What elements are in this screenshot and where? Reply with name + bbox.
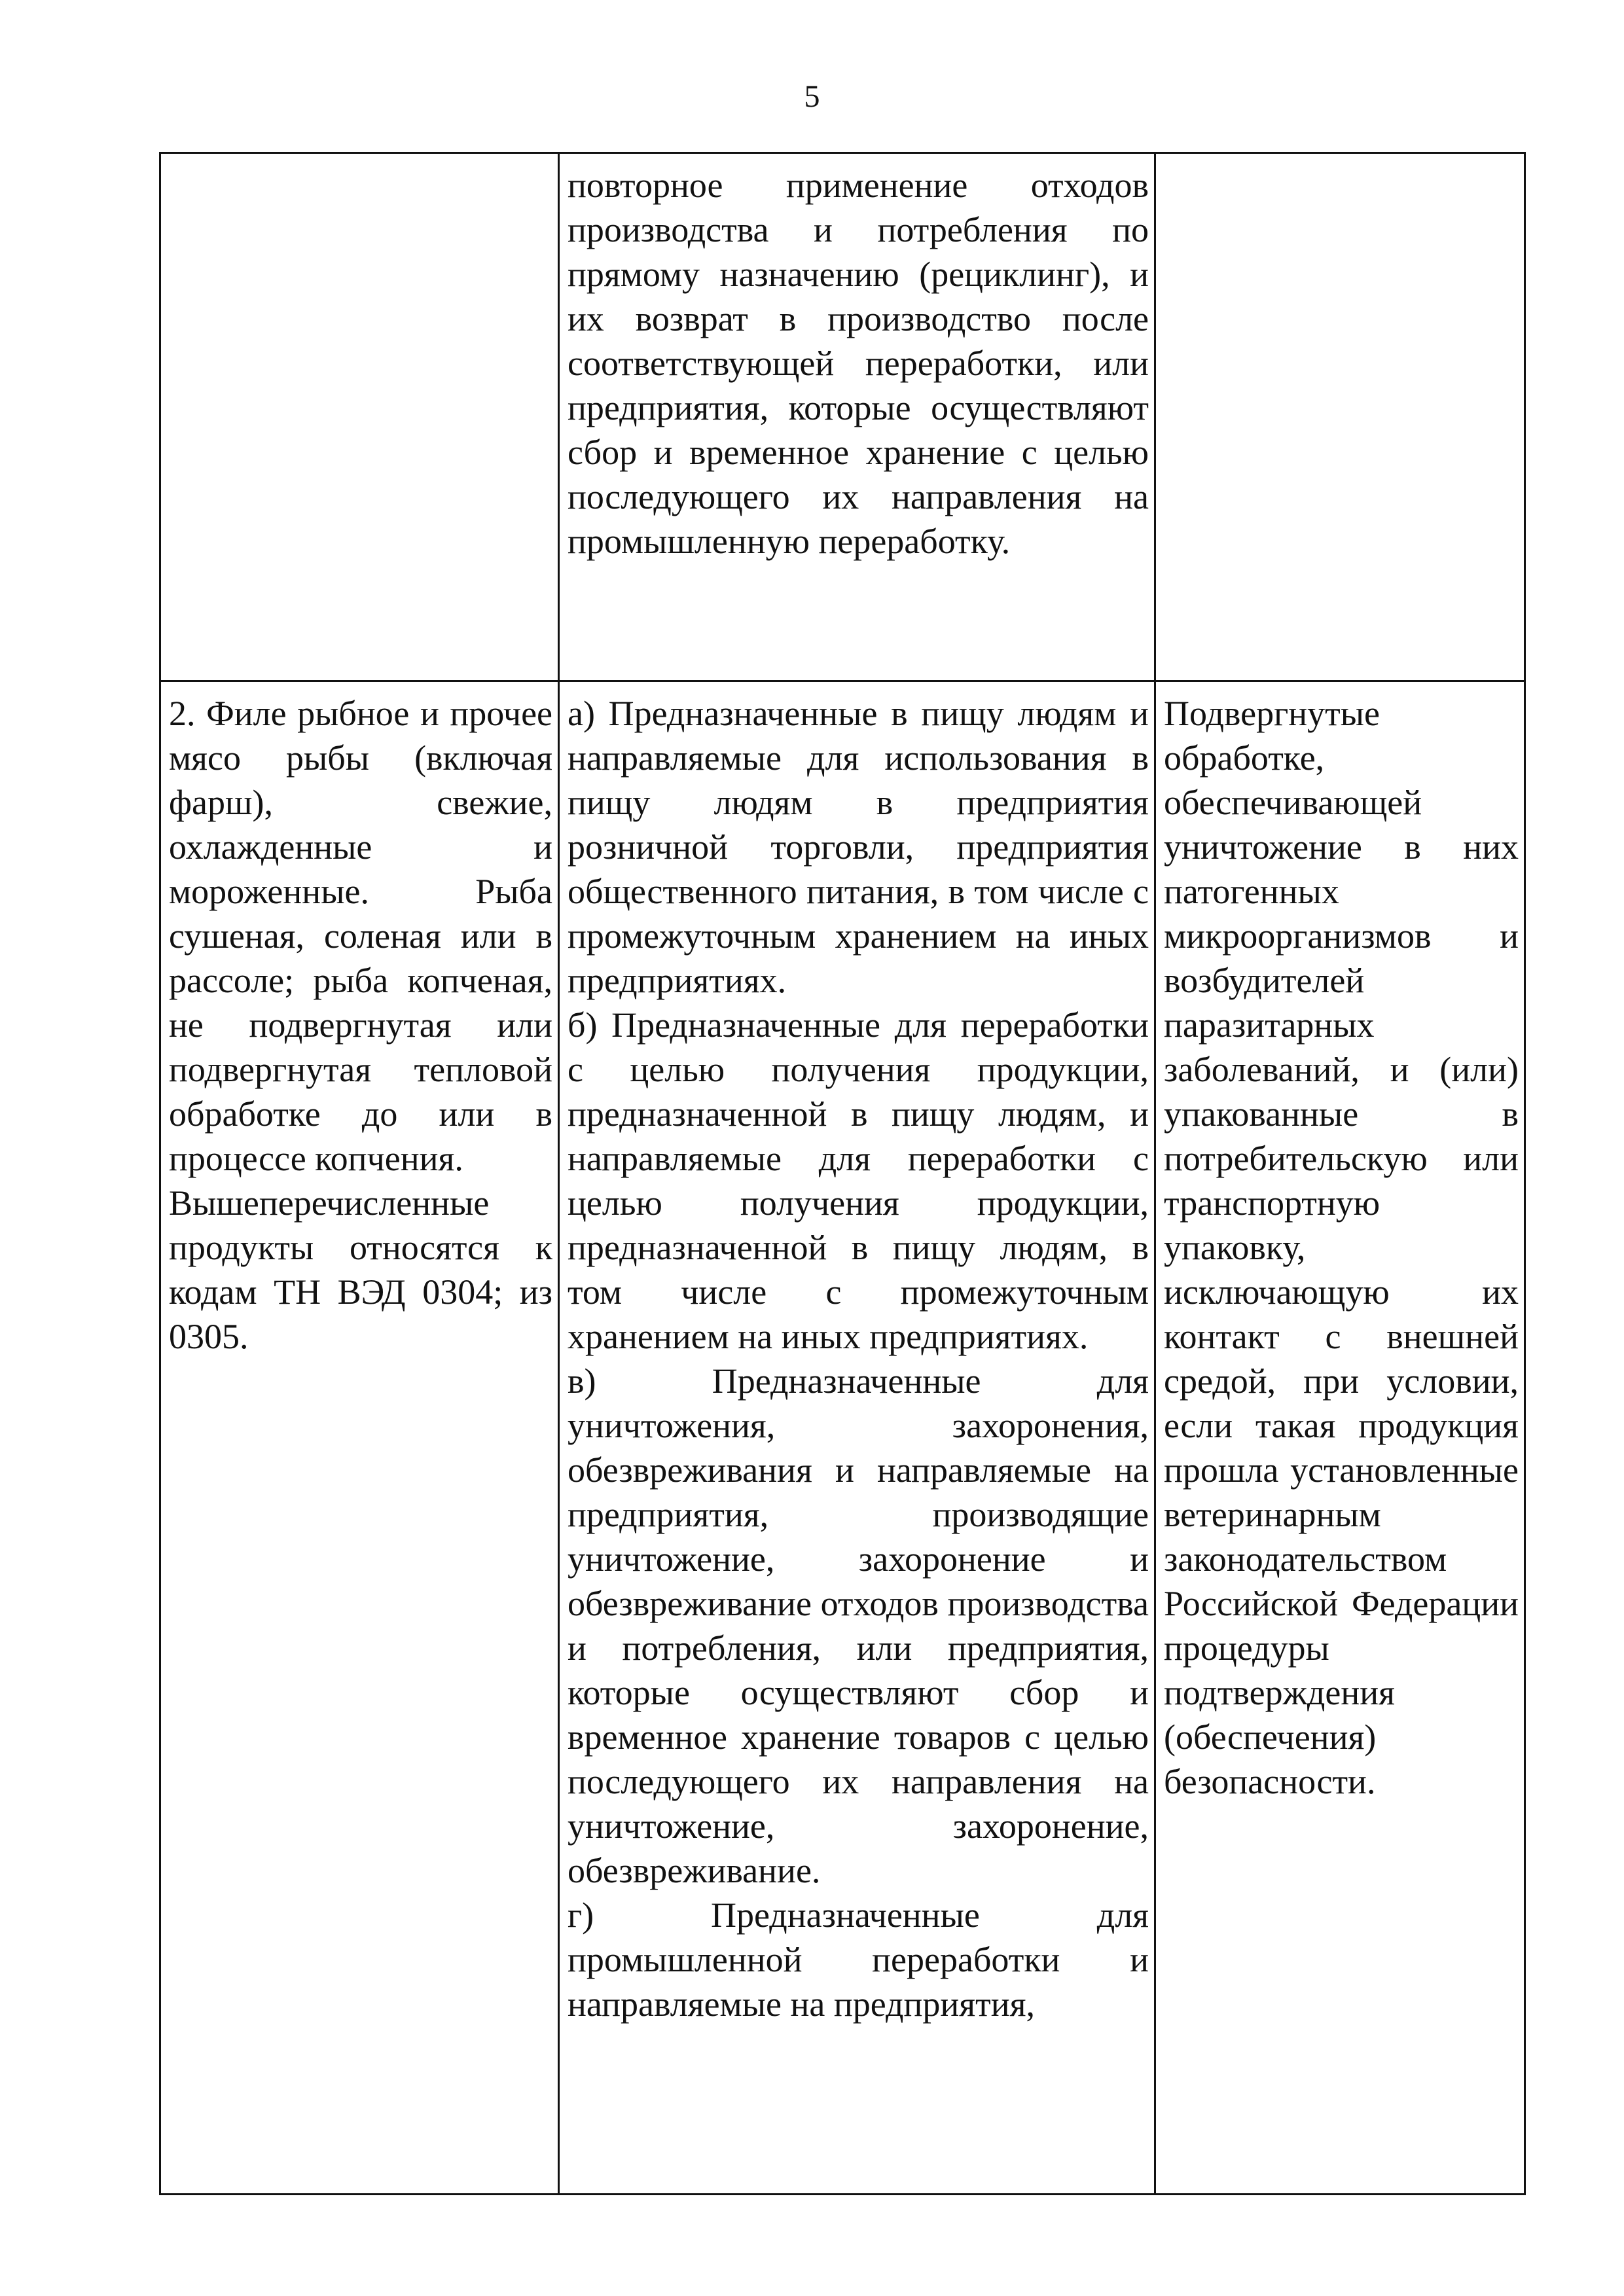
conditions-text: Подвергнутые обработке, обеспечивающей уничтожение в них патогенных микроорганизмов и возбудителей паразитарных заболеваний, и (или) упакованные в потребительскую или транспортную упаковку, исключающую их контакт с внешней средой, при условии, если такая продукция прошла установленные ветеринарным законодательством Российской Федерации процедуры подтверждения (обеспечения) безопасности. bbox=[1164, 694, 1519, 1801]
product-cell bbox=[160, 153, 559, 681]
purpose-text: повторное применение отходов производства и потребления по прямому назначению (рециклинг), и их возврат в производство после соответствующей переработки, или предприятия, которые осуществляют сбор и временное хранение с целью последующего их направления на промышленную переработку. bbox=[568, 166, 1149, 561]
purpose-cell bbox=[559, 681, 1155, 2195]
conditions-cell bbox=[1155, 681, 1525, 2195]
purpose-paragraph-g: г) Предназначенные для промышленной переработки и направляемые на предприятия, bbox=[568, 1895, 1149, 2024]
product-paragraph: Вышеперечисленные продукты относятся к кодам ТН ВЭД 0304; из 0305. bbox=[169, 1183, 552, 1356]
table-row bbox=[160, 153, 1525, 681]
table-row bbox=[160, 681, 1525, 2195]
purpose-cell bbox=[559, 153, 1155, 681]
purpose-paragraph-b: б) Предназначенные для переработки с целью получения продукции, предназначенной в пищу людям, и направляемые для переработки с целью получения продукции, предназначенной в пищу людям, в том числе с промежуточным хранением на иных предприятиях. bbox=[568, 1005, 1149, 1356]
purpose-paragraph-v: в) Предназначенные для уничтожения, захоронения, обезвреживания и направляемые на предприятия, производящие уничтожение, захоронение и обезвреживание отходов производства и потребления, или предприятия, которые осуществляют сбор и временное хранение товаров с целью последующего их направления на уничтожение, захоронение, обезвреживание. bbox=[568, 1361, 1149, 1890]
conditions-cell bbox=[1155, 153, 1525, 681]
product-paragraph: 2. Филе рыбное и прочее мясо рыбы (включая фарш), свежие, охлажденные и мороженные. Рыба сушеная, соленая или в рассоле; рыба копченая, не подвергнутая или подвергнутая тепловой обработке до или в процессе копчения. bbox=[169, 694, 552, 1178]
product-cell bbox=[160, 681, 559, 2195]
products-table bbox=[159, 152, 1526, 2195]
page-number: 5 bbox=[804, 79, 820, 114]
purpose-paragraph-a: а) Предназначенные в пищу людям и направляемые для использования в пищу людям в предприятия розничной торговли, предприятия общественного питания, в том числе с промежуточным хранением на иных предприятиях. bbox=[568, 694, 1149, 1000]
